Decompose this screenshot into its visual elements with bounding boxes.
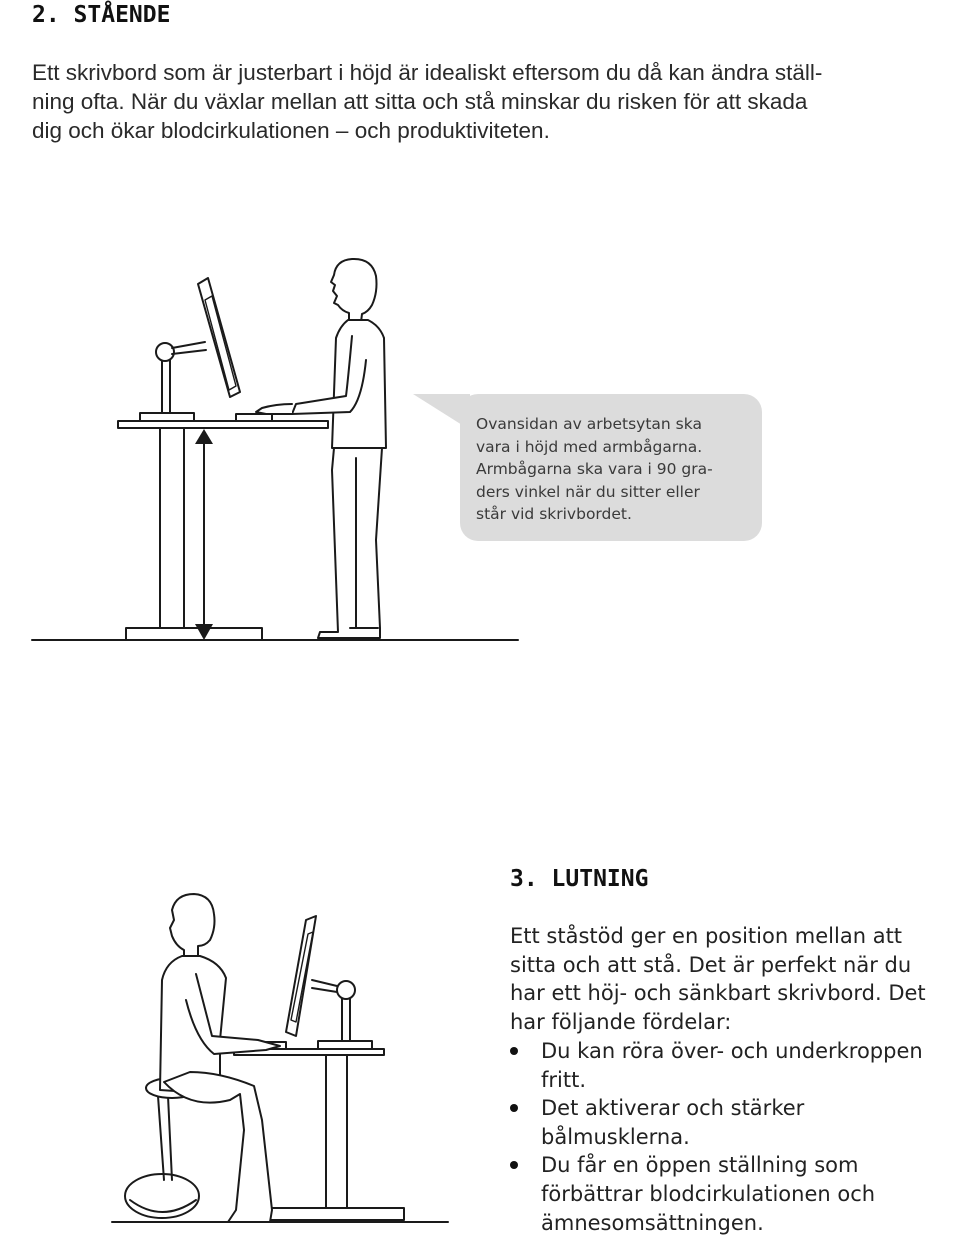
list-item-line: ämnesomsättningen. <box>541 1210 764 1235</box>
callout-line: ders vinkel när du sitter eller <box>476 482 700 501</box>
bullet-icon <box>510 1161 518 1169</box>
list-item-line: fritt. <box>541 1067 587 1092</box>
section-3-body <box>510 922 960 1036</box>
list-item-line: Det aktiverar och stärker <box>541 1096 805 1121</box>
list-item <box>510 1037 960 1094</box>
list-item <box>510 1151 960 1237</box>
intro-line: ning ofta. När du växlar mellan att sitta och stå minskar du risken för att skada <box>32 89 808 114</box>
list-item-line: Du kan röra över- och underkroppen <box>541 1039 923 1063</box>
callout-line: Ovansidan av arbetsytan ska <box>476 415 702 433</box>
body-line: sitta och att stå. Det är perfekt när du <box>510 952 912 977</box>
bullet-icon <box>510 1104 518 1112</box>
benefits-list <box>510 1037 960 1237</box>
intro-line: Ett skrivbord som är justerbart i höjd är idealiskt eftersom du då kan ändra ställ- <box>32 60 823 85</box>
body-line: Ett ståstöd ger en position mellan att <box>510 924 903 948</box>
body-line: har följande fördelar: <box>510 1009 732 1034</box>
callout-line: står vid skrivbordet. <box>476 505 632 524</box>
list-item-line: bålmusklerna. <box>541 1124 690 1149</box>
list-item-line: förbättrar blodcirkulationen och <box>541 1181 876 1206</box>
bullet-icon <box>510 1047 518 1055</box>
callout-line: vara i höjd med armbågarna. <box>476 437 703 456</box>
body-line: har ett höj- och sänkbart skrivbord. Det <box>510 981 926 1006</box>
section-3-heading: 3. LUTNING <box>510 866 649 892</box>
callout-line: Armbågarna ska vara i 90 gra- <box>476 460 713 479</box>
list-item-line: Du får en öppen ställning som <box>541 1153 859 1178</box>
section-2-heading: 2. STÅENDE <box>32 2 171 28</box>
intro-line: dig och ökar blodcirkulationen – och produktiviteten. <box>32 118 550 143</box>
list-item <box>510 1094 960 1151</box>
